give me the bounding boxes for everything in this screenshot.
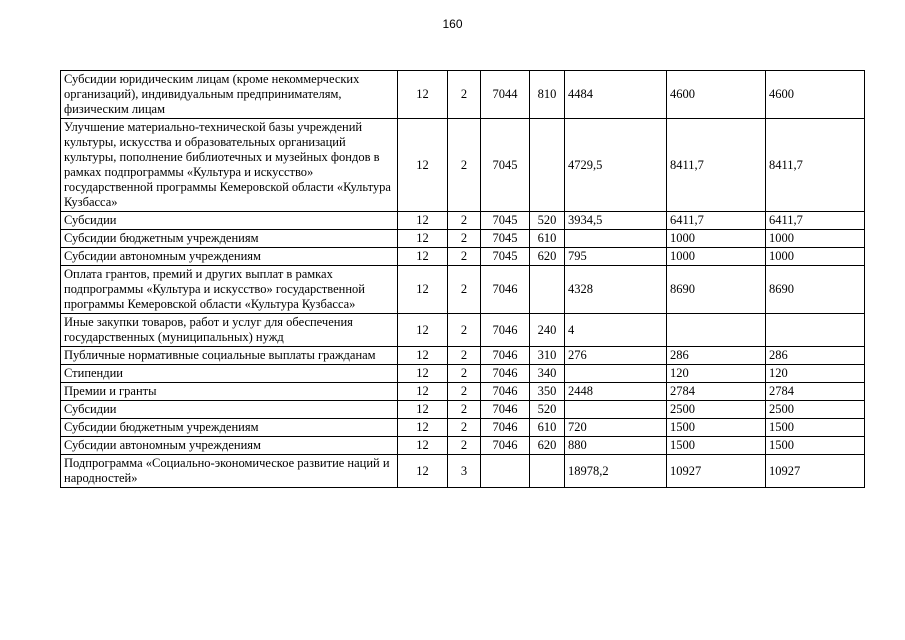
amount-year3-cell: 2784 — [766, 383, 865, 401]
expense-type-cell: 810 — [530, 71, 565, 119]
amount-year1-cell: 880 — [565, 437, 667, 455]
amount-year1-cell: 795 — [565, 248, 667, 266]
table-row — [61, 71, 865, 119]
target-article-cell: 7045 — [481, 119, 530, 212]
row-name-cell: Субсидии автономным учреждениям — [61, 248, 398, 266]
table-row — [61, 365, 865, 383]
expense-type-cell: 310 — [530, 347, 565, 365]
row-name-cell: Субсидии бюджетным учреждениям — [61, 419, 398, 437]
table-row — [61, 419, 865, 437]
subsection-code-cell: 2 — [448, 71, 481, 119]
page-number: 160 — [442, 17, 463, 31]
section-code-cell: 12 — [398, 347, 448, 365]
amount-year1-cell: 276 — [565, 347, 667, 365]
amount-year2-cell: 1000 — [667, 248, 766, 266]
target-article-cell: 7044 — [481, 71, 530, 119]
section-code-cell: 12 — [398, 419, 448, 437]
section-code-cell: 12 — [398, 230, 448, 248]
subsection-code-cell: 2 — [448, 437, 481, 455]
amount-year3-cell: 2500 — [766, 401, 865, 419]
expense-type-cell: 340 — [530, 365, 565, 383]
amount-year2-cell: 1500 — [667, 419, 766, 437]
amount-year1-cell — [565, 365, 667, 383]
table-row — [61, 455, 865, 488]
section-code-cell: 12 — [398, 212, 448, 230]
amount-year2-cell: 10927 — [667, 455, 766, 488]
expense-type-cell — [530, 119, 565, 212]
target-article-cell — [481, 455, 530, 488]
subsection-code-cell: 2 — [448, 119, 481, 212]
table-row — [61, 401, 865, 419]
section-code-cell: 12 — [398, 119, 448, 212]
subsection-code-cell: 2 — [448, 419, 481, 437]
subsection-code-cell: 3 — [448, 455, 481, 488]
expense-type-cell: 520 — [530, 212, 565, 230]
table-row — [61, 266, 865, 314]
section-code-cell: 12 — [398, 71, 448, 119]
amount-year1-cell: 4484 — [565, 71, 667, 119]
table-row — [61, 212, 865, 230]
row-name-cell: Субсидии — [61, 401, 398, 419]
expense-type-cell — [530, 455, 565, 488]
row-name-cell: Премии и гранты — [61, 383, 398, 401]
amount-year2-cell: 286 — [667, 347, 766, 365]
subsection-code-cell: 2 — [448, 230, 481, 248]
target-article-cell: 7046 — [481, 383, 530, 401]
section-code-cell: 12 — [398, 437, 448, 455]
amount-year2-cell: 1000 — [667, 230, 766, 248]
amount-year3-cell: 8690 — [766, 266, 865, 314]
amount-year1-cell: 720 — [565, 419, 667, 437]
row-name-cell: Субсидии автономным учреждениям — [61, 437, 398, 455]
subsection-code-cell: 2 — [448, 212, 481, 230]
row-name-cell: Субсидии — [61, 212, 398, 230]
target-article-cell: 7046 — [481, 437, 530, 455]
amount-year2-cell: 8690 — [667, 266, 766, 314]
amount-year1-cell: 18978,2 — [565, 455, 667, 488]
row-name-cell: Публичные нормативные социальные выплаты гражданам — [61, 347, 398, 365]
amount-year1-cell: 4 — [565, 314, 667, 347]
expense-type-cell — [530, 266, 565, 314]
subsection-code-cell: 2 — [448, 248, 481, 266]
row-name-cell: Подпрограмма «Социально-экономическое развитие наций и народностей» — [61, 455, 398, 488]
budget-table-body — [61, 71, 865, 488]
amount-year2-cell: 4600 — [667, 71, 766, 119]
table-row — [61, 248, 865, 266]
expense-type-cell: 620 — [530, 248, 565, 266]
amount-year3-cell: 1000 — [766, 248, 865, 266]
subsection-code-cell: 2 — [448, 266, 481, 314]
target-article-cell: 7046 — [481, 347, 530, 365]
row-name-cell: Улучшение материально-технической базы учреждений культуры, искусства и образовательных организаций культуры, пополнение библиотечных и музейных фондов в рамках подпрограммы «Культура и искусство» государственной программы Кемеровской области «Культура Кузбасса» — [61, 119, 398, 212]
row-name-cell: Субсидии юридическим лицам (кроме некоммерческих организаций), индивидуальным предпринимателям, физическим лицам — [61, 71, 398, 119]
section-code-cell: 12 — [398, 383, 448, 401]
amount-year1-cell — [565, 230, 667, 248]
table-row — [61, 437, 865, 455]
target-article-cell: 7046 — [481, 401, 530, 419]
amount-year3-cell: 120 — [766, 365, 865, 383]
target-article-cell: 7046 — [481, 314, 530, 347]
row-name-cell: Оплата грантов, премий и других выплат в рамках подпрограммы «Культура и искусство» государственной программы Кемеровской области «Культура Кузбасса» — [61, 266, 398, 314]
section-code-cell: 12 — [398, 455, 448, 488]
section-code-cell: 12 — [398, 314, 448, 347]
subsection-code-cell: 2 — [448, 347, 481, 365]
expense-type-cell: 610 — [530, 230, 565, 248]
expense-type-cell: 350 — [530, 383, 565, 401]
subsection-code-cell: 2 — [448, 314, 481, 347]
subsection-code-cell: 2 — [448, 383, 481, 401]
section-code-cell: 12 — [398, 401, 448, 419]
amount-year3-cell: 1500 — [766, 437, 865, 455]
section-code-cell: 12 — [398, 266, 448, 314]
table-row — [61, 347, 865, 365]
subsection-code-cell: 2 — [448, 365, 481, 383]
amount-year1-cell: 4328 — [565, 266, 667, 314]
row-name-cell: Стипендии — [61, 365, 398, 383]
table-row — [61, 314, 865, 347]
budget-table — [60, 70, 865, 488]
row-name-cell: Субсидии бюджетным учреждениям — [61, 230, 398, 248]
amount-year2-cell: 8411,7 — [667, 119, 766, 212]
expense-type-cell: 520 — [530, 401, 565, 419]
amount-year2-cell: 6411,7 — [667, 212, 766, 230]
amount-year1-cell: 2448 — [565, 383, 667, 401]
target-article-cell: 7045 — [481, 248, 530, 266]
expense-type-cell: 240 — [530, 314, 565, 347]
target-article-cell: 7045 — [481, 230, 530, 248]
table-row — [61, 383, 865, 401]
table-row — [61, 119, 865, 212]
section-code-cell: 12 — [398, 365, 448, 383]
amount-year3-cell: 286 — [766, 347, 865, 365]
amount-year3-cell: 10927 — [766, 455, 865, 488]
target-article-cell: 7046 — [481, 419, 530, 437]
expense-type-cell: 610 — [530, 419, 565, 437]
expense-type-cell: 620 — [530, 437, 565, 455]
target-article-cell: 7046 — [481, 266, 530, 314]
amount-year1-cell: 4729,5 — [565, 119, 667, 212]
subsection-code-cell: 2 — [448, 401, 481, 419]
section-code-cell: 12 — [398, 248, 448, 266]
amount-year2-cell — [667, 314, 766, 347]
amount-year3-cell — [766, 314, 865, 347]
amount-year2-cell: 2500 — [667, 401, 766, 419]
amount-year3-cell: 1000 — [766, 230, 865, 248]
amount-year2-cell: 2784 — [667, 383, 766, 401]
amount-year3-cell: 4600 — [766, 71, 865, 119]
row-name-cell: Иные закупки товаров, работ и услуг для обеспечения государственных (муниципальных) нужд — [61, 314, 398, 347]
amount-year1-cell: 3934,5 — [565, 212, 667, 230]
amount-year3-cell: 8411,7 — [766, 119, 865, 212]
amount-year1-cell — [565, 401, 667, 419]
amount-year2-cell: 120 — [667, 365, 766, 383]
table-row — [61, 230, 865, 248]
target-article-cell: 7045 — [481, 212, 530, 230]
amount-year3-cell: 6411,7 — [766, 212, 865, 230]
amount-year2-cell: 1500 — [667, 437, 766, 455]
amount-year3-cell: 1500 — [766, 419, 865, 437]
target-article-cell: 7046 — [481, 365, 530, 383]
